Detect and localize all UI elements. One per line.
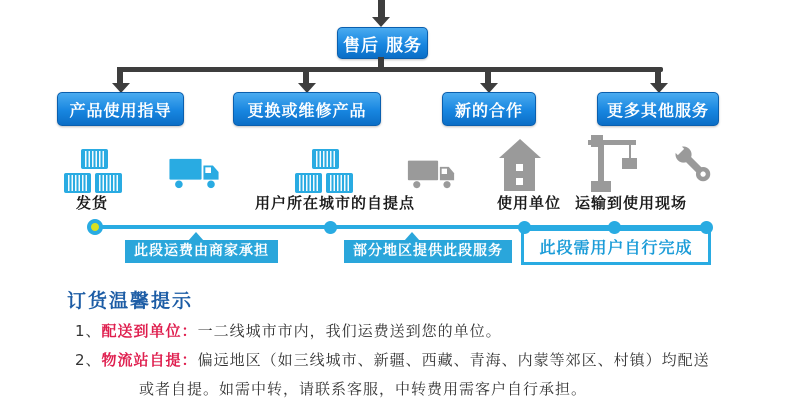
crate-box — [64, 173, 91, 193]
tip-number: 1、 — [75, 322, 102, 340]
truck-icon-gray — [407, 158, 455, 190]
tip-item-2 — [75, 349, 710, 370]
tip-number: 2、 — [75, 351, 102, 369]
crate-box — [312, 149, 339, 169]
tower-crane-icon — [586, 135, 640, 193]
branch-arrow-line — [485, 67, 491, 84]
branch-arrow-line — [655, 67, 661, 84]
tip-term: 物流站自提： — [101, 351, 198, 369]
branch-node-product-usage-guide: 产品使用指导 — [57, 92, 184, 126]
crates-icon — [64, 149, 126, 194]
station-label-shipping: 发货 — [76, 194, 109, 212]
dot-center — [91, 223, 99, 231]
incoming-arrow-line — [378, 0, 385, 18]
truck-icon-blue — [169, 156, 219, 190]
tip-text: 或者自提。如需中转，请联系客服，中转费用需客户自行承担。 — [139, 380, 588, 398]
tip-item-2-continued — [139, 378, 587, 399]
timeline-dot — [700, 221, 713, 234]
station-label-pickup-point: 用户所在城市的自提点 — [255, 194, 416, 212]
tip-text: 偏远地区（如三线城市、新疆、西藏、青海、内蒙等郊区、村镇）均配送 — [197, 351, 710, 369]
crate-box — [326, 173, 353, 193]
tips-heading: 订货温馨提示 — [67, 290, 194, 312]
branch-arrow-line — [303, 67, 309, 84]
tip-item-1 — [75, 320, 502, 341]
timeline-dot — [608, 221, 621, 234]
crates-icon — [295, 149, 357, 194]
branch-connector-line — [117, 67, 663, 72]
segment-label-merchant-pays: 此段运费由商家承担 — [125, 240, 278, 263]
crate-box — [81, 149, 108, 169]
branch-arrow-line — [117, 67, 123, 84]
root-node-after-sales-service: 售后 服务 — [337, 27, 428, 59]
timeline-dot — [518, 221, 531, 234]
tip-text: 一二线城市市内，我们运费送到您的单位。 — [197, 322, 502, 340]
timeline-dot-start — [87, 219, 103, 235]
station-label-transport-to-site: 运输到使用现场 — [575, 194, 688, 212]
branch-node-more-services: 更多其他服务 — [597, 92, 719, 126]
segment-label-user-completes: 此段需用户自行完成 — [521, 228, 711, 265]
crate-box — [95, 173, 122, 193]
incoming-arrowhead-icon — [372, 17, 390, 27]
timeline-dot — [324, 221, 337, 234]
segment-label-partial-service: 部分地区提供此段服务 — [344, 240, 512, 263]
tip-term: 配送到单位： — [101, 322, 198, 340]
branch-node-replace-or-repair: 更换或维修产品 — [233, 92, 381, 126]
crate-box — [295, 173, 322, 193]
house-icon — [499, 139, 541, 191]
wrench-icon — [668, 139, 718, 189]
station-label-using-unit: 使用单位 — [497, 194, 562, 212]
branch-node-new-cooperation: 新的合作 — [442, 92, 536, 126]
